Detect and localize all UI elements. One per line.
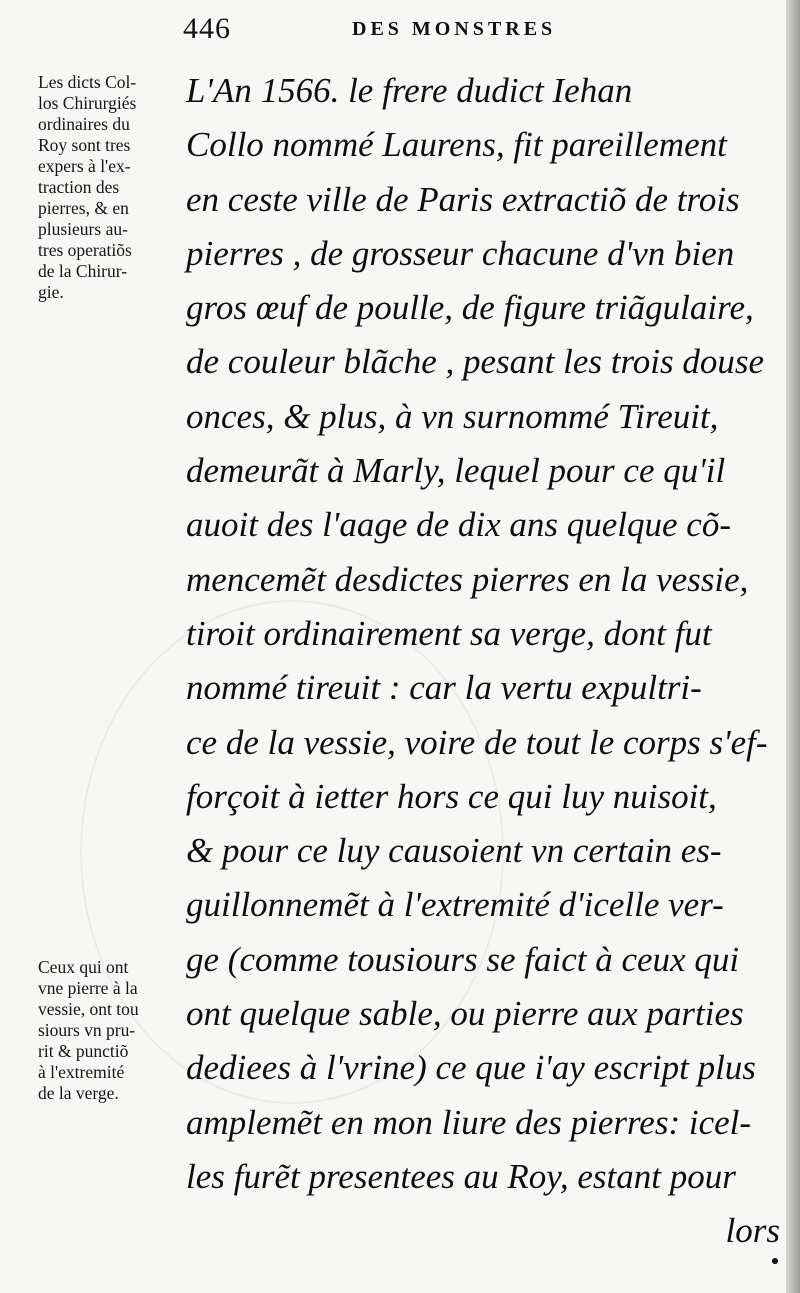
text-line: nommé tireuit : car la vertu expultri- xyxy=(186,668,702,708)
margin-note-vessie xyxy=(38,957,188,1104)
margin-note-line: Ceux qui ont xyxy=(38,957,129,977)
margin-note-line: Les dicts Col- xyxy=(38,72,137,92)
page-header xyxy=(0,8,800,48)
text-line: demeurãt à Marly, lequel pour ce qu'il xyxy=(186,451,726,491)
text-line: onces, & plus, à vn surnommé Tireuit, xyxy=(186,396,719,436)
margin-note-line: plusieurs au- xyxy=(38,219,128,239)
page-binding-edge xyxy=(786,0,800,1293)
margin-note-line: traction des xyxy=(38,177,120,197)
margin-note-line: vessie, ont tou xyxy=(38,999,139,1019)
margin-note-line: siours vn pru- xyxy=(38,1020,136,1040)
text-line: Collo nommé Laurens, fit pareillement xyxy=(186,125,727,165)
text-line: en ceste ville de Paris extractiõ de trois xyxy=(186,179,740,219)
text-line: ont quelque sable, ou pierre aux parties xyxy=(186,994,744,1034)
text-line: les furẽt presentees au Roy, estant pour xyxy=(186,1156,736,1196)
text-line: L'An 1566. le frere dudict Iehan xyxy=(186,71,633,110)
margin-note-chirurgiens xyxy=(38,72,188,303)
text-line: amplemẽt en mon liure des pierres: icel- xyxy=(186,1102,752,1142)
text-line: dediees à l'vrine) ce que i'ay escript plus xyxy=(186,1048,756,1088)
margin-note-line: los Chirurgiés xyxy=(38,93,137,113)
catchword: lors xyxy=(725,1211,780,1251)
text-line: pierres , de grosseur chacune d'vn bien xyxy=(186,233,735,273)
text-line: auoit des l'aage de dix ans quelque cõ- xyxy=(186,505,731,545)
text-line: guillonnemẽt à l'extremité d'icelle ver- xyxy=(186,885,724,925)
margin-note-line: vne pierre à la xyxy=(38,978,138,998)
page-number: 446 xyxy=(183,12,231,45)
margin-note-line: tres operatiõs xyxy=(38,240,132,260)
text-line: gros œuf de poulle, de figure triãgulaire, xyxy=(186,288,754,328)
text-line: tiroit ordinairement sa verge, dont fut xyxy=(186,613,712,653)
margin-note-line: de la verge. xyxy=(38,1083,119,1103)
margin-note-line: gie. xyxy=(38,282,64,302)
margin-note-line: Roy sont tres xyxy=(38,135,131,155)
text-line: forçoit à ietter hors ce qui luy nuisoit, xyxy=(186,776,717,816)
text-line: mencemẽt desdictes pierres en la vessie, xyxy=(186,559,749,599)
text-line: ce de la vessie, voire de tout le corps s'ef- xyxy=(186,722,768,762)
text-line: de couleur blãche , pesant les trois douse xyxy=(186,342,765,382)
margin-note-line: à l'extremité xyxy=(38,1062,125,1082)
margin-note-line: ordinaires du xyxy=(38,114,130,134)
margin-note-line: pierres, & en xyxy=(38,198,129,218)
text-line: ge (comme tousiours se faict à ceux qui xyxy=(186,939,740,979)
margin-note-line: de la Chirur- xyxy=(38,261,128,281)
margin-note-line: expers à l'ex- xyxy=(38,156,131,176)
ink-dot xyxy=(772,1258,778,1264)
main-text-block xyxy=(186,64,788,1259)
text-line: & pour ce luy causoient vn certain es- xyxy=(186,831,722,871)
margin-note-line: rit & punctiõ xyxy=(38,1041,129,1061)
running-head: DES MONSTRES xyxy=(352,18,557,40)
